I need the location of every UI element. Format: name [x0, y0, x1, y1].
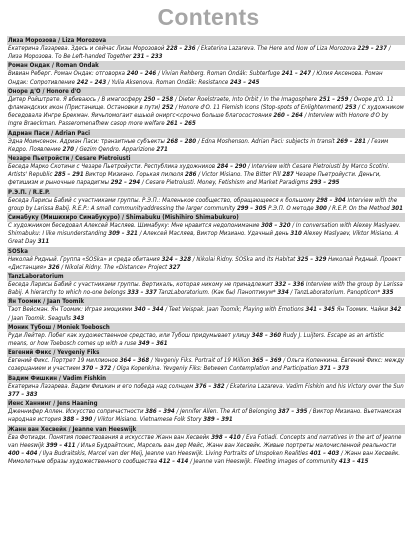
entry-text: Тэот Вейсман. Ян Тоомик: Играя эмоциями 340 – 344 / Teet Veispak. Jaan Toomik; Playing with Emotions 341 – 345 Ян Тоомик. Чайки 342 / Jaan Toomik. Seagulls 343 — [8, 306, 402, 322]
toc-entry — [7, 213, 405, 247]
artist-header: TanzLaboratorium — [7, 272, 405, 281]
toc-entry — [7, 348, 405, 373]
toc-entry — [7, 154, 405, 188]
entry-text: Эдна Моинсенон. Адриан Паси: транзитные субъекты 268 – 280 / Edna Moshenson. Adrian Paci: subjects in transit 269 – 281 / Гезим Кедро. Появление 270 / Gezim Qendro. Apparizione 271 — [8, 137, 389, 153]
entry-text: Екатерина Лазарева. Здесь и сейчас Лизы Морозовой 228 – 236 / Ekaterina Lazareva. The Here and Now of Liza Morozova 229 – 237 / Лиза Морозова. То Be Left-handed Together 231 – 233 — [8, 45, 391, 61]
toc-entry — [7, 374, 405, 399]
entry-text: С художником беседовал Алексей Масляев. Шимабуку: Мне нравится недопонимание 308 – 320 / In conversation with Alexey Maslyaev. Shimabuku: I like misunderstanding 309 – 321 / Алексей Масляев, Виктор Мизиано. Удачный день 310 Alexey Maslyaev, Viktor Misiano. A Great Day 311 — [8, 222, 401, 246]
entry-text: Николай Ридный. Группа «SOSka» и среда обитания 324 – 328 / Nikolai Ridny. SOSka and its Habitat 325 – 329 Николай Ридный. Проект «Дистанция» 326 / Nikolai Ridny. The «Distance» Project 327 — [8, 255, 402, 271]
artist-header: Ян Тоомик / Jaan Toomik — [7, 297, 405, 306]
toc-entry — [7, 87, 405, 129]
artist-header: Йенс Ханнинг / Jens Haaning — [7, 399, 405, 408]
entry-text: Беседа Ларисы Бабий с участниками группы. Вертикаль, которая никому не принадлежит 332 – 336 Interview with the group by Larissa Babij. A hierarchy to which no-one belongs 333 – 337 TanzLaboratorium. (Как бы) Паноптикум* 334 / TanzLaboratorium. Panopticon* 335 — [8, 281, 403, 297]
artist-header: Моник Тубош / Moniek Toebosch — [7, 323, 405, 332]
entry-text: Беседа Марко Скотини с Чезаре Пьетройусти. Республика художников 284 – 290 / Interview with Cesare Pietroiusti by Marco Scotini. Artists' Republic 285 – 291 Виктор Мизиано. Горькая пилюля 286 / Victor Misiano. The Bitter Pill 287 Чезаре Пьетройусти. Деньги, фетишизм и рыночные парадигмы 292 – 294 / Cesare Pietroiusti. Money, Fetishism and Market Paradigms 293 – 295 — [8, 163, 390, 187]
entry-text: Дитер Ройштрате. Я вбиваюсь / В имагосферу 250 – 258 / Dieter Roelstraete, Into Orbit / In the Imagosphere 251 – 259 / Оноре д'О. 11 фламандских икон (Пристанище. Остановки в пути) 252 / Honore d'O. 11 Flemish Icons (Stop-spots of Enlightenment) 253 / С художником беседовала Ингре Брекман. Яичьпомогаит ешьюй ониргс<срочно больше благосостояния 260 – 264 / Interview with Honore d'O by Ingre Braeckman. Passeromenafhew casop more welfare 261 – 265 — [8, 95, 404, 128]
toc-entry — [7, 399, 405, 424]
toc-entry — [7, 247, 405, 272]
toc-entry — [7, 297, 405, 322]
artist-header: Симабуку (Мишихиро Симабукуро) / Shimabuku (Mishihiro Shimabukuro) — [7, 213, 405, 222]
toc-entry — [7, 36, 405, 61]
table-of-contents — [7, 36, 405, 466]
page-title: Contents — [157, 4, 260, 30]
entry-text: Екатерина Лазарева. Вадим Фишкин и его победа над солнцем 376 – 382 / Ekaterina Lazareva. Vadim Fishkin and his Victory over the Sun 377 – 383 — [8, 382, 404, 398]
artist-header: Оноре д'О / Honore d'O — [7, 87, 405, 96]
artist-header: Вадим Фишкин / Vadim Fishkin — [7, 374, 405, 383]
toc-entry — [7, 61, 405, 86]
artist-header: Жанн ван Хесвейк / Jeanne van Heeswijk — [7, 425, 405, 434]
artist-header: SOSka — [7, 247, 405, 256]
toc-entry — [7, 188, 405, 213]
entry-text: Вивиан Реберг. Роман Ондак: отговорка 240 – 246 / Vivian Rehberg. Roman Ondák: Subterfuge 241 – 247 / Юлия Аксенова. Роман Ондак: Сопротивление 242 – 243 / Yulia Aksenova. Roman Ondák: Resistance 243 – 245 — [8, 70, 383, 86]
artist-header: Лиза Морозова / Liza Morozova — [7, 36, 405, 45]
entry-text: Руди Лейтер. Побег как художественное средство, или Тубош придумывает улицу 348 – 360 Rudy J. Luijters. Escape as an artistic means, or how Toebosch comes up with a ruse 349 – 361 — [8, 331, 385, 348]
entry-text: Дженнифер Аллен. Искусство сопричастности 386 – 394 / Jennifer Allen. The Art of Belonging 387 – 395 / Виктор Мизиано. Вьетнамская народная история 388 – 390 / Viktor Misiano. Vietnamese Folk Story 389 – 391 — [8, 408, 402, 424]
toc-entry — [7, 425, 405, 467]
toc-entry — [7, 272, 405, 297]
artist-header: Чезаре Пьетройсти / Cesare Pietroiusti — [7, 154, 405, 163]
artist-header: Евгений Фикс / Yevgeniy Fiks — [7, 348, 405, 357]
artist-header: Роман Ондак / Roman Ondak — [7, 61, 405, 70]
entry-text: Ева Фотиади. Понятия повествования в искусстве Жанн ван Хесвейк 398 – 410 / Eva Fotiadi. Concepts and narratives in the art of Jeanne van Heeswijk 399 – 411 / Илья Будрайтскис, Марсель ван дер Мейс, Жанн ван Хесвейк. Живые портреты малочисленной реальности 400 – 404 / Ilya Budraitskis, Marcel van der Meij, Jeanne van Heeswijk. Living Portraits of Unspoken Realities 401 – 403 / Жанн ван Хесвейк. Мимолетные образы художественного сообщества 412 – 414 / Jeanne van Heeswijk. Fleeting images of community 413 – 415 — [8, 433, 402, 466]
artist-header: Р.Э.П. / R.E.P. — [7, 188, 405, 197]
toc-entry — [7, 323, 405, 348]
entry-text: Евгений Фикс. Портрет 19 миллионов 364 – 368 / Yevgeniy Fiks. Portrait of 19 Million 365 – 369 / Ольга Копенкина. Евгений Фикс: между созерцанием и участием 370 – 372 / Olga Kopenkina. Yevgeniy Fiks: Between Contemplation and Participation 371 – 373 — [8, 357, 404, 373]
entry-text: Беседа Ларисы Бабий с участниками группы. Р.Э.П.: Маленькое сообщество, обращающееся к большому 298 – 304 Interview with the group by Larissa Babij. R.E.P.: A small communityaddressing the larger community 299 – 305 Р.Э.П. О методе 300 / R.E.P. On the Method 301 — [8, 196, 403, 212]
toc-entry — [7, 129, 405, 154]
artist-header: Адриан Паси / Adrian Paci — [7, 129, 405, 138]
